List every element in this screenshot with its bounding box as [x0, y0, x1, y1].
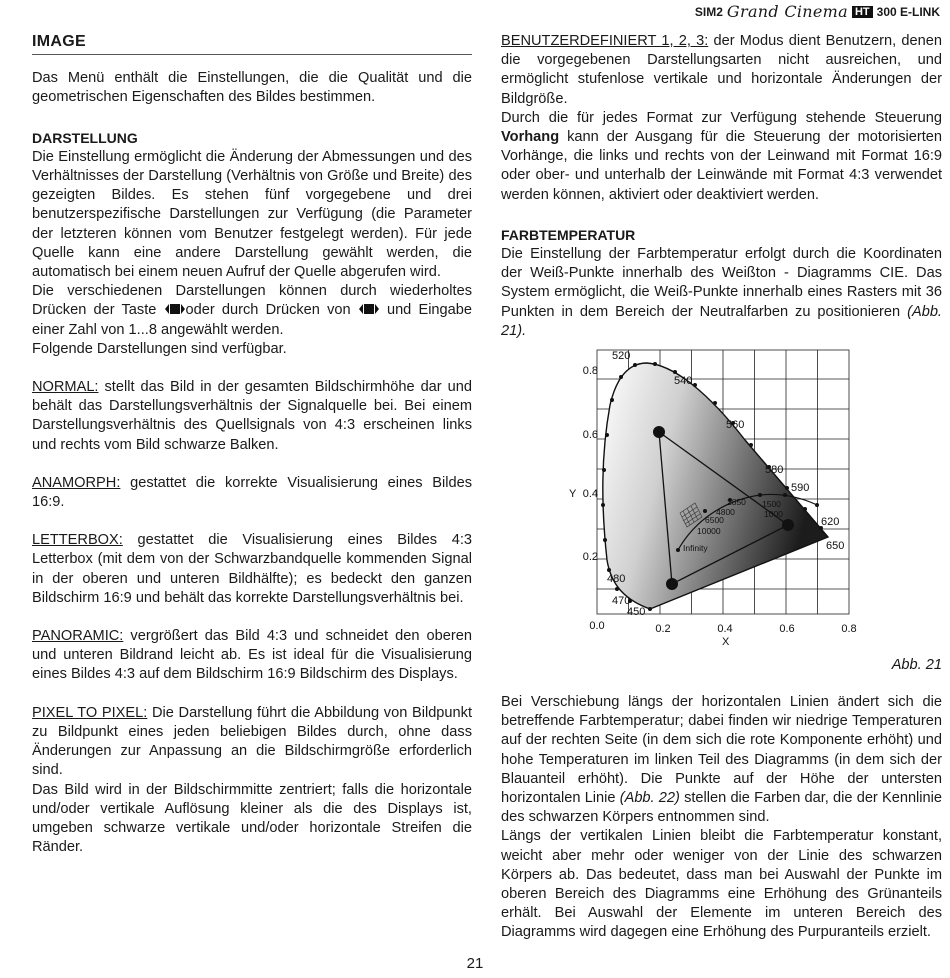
anamorph-paragraph: ANAMORPH: gestattet die korrekte Visualisierung eines Bildes 16:9. — [32, 474, 472, 511]
aspect-key-icon — [165, 303, 185, 315]
darstellung-heading: DARSTELLUNG — [32, 129, 138, 146]
wavelength-label: 520 — [612, 350, 631, 362]
farbtemperatur-heading: FARBTEMPERATUR — [501, 226, 636, 243]
page-number: 21 — [466, 955, 484, 972]
x-tick: 0.0 — [589, 620, 605, 632]
x-tick: 0.2 — [655, 623, 671, 635]
figure-reference-22: (Abb. 22) — [619, 790, 680, 807]
red-primary-dot — [782, 519, 794, 531]
x-tick: 0.8 — [841, 623, 857, 635]
darstellung-paragraph-1: Die Einstellung ermöglicht die Änderung der Abmessungen und des Verhältnisses der Darstellung (Verhältnis von Größe und Breite) des gezeigten Bildes. Es stehen fünf vorgegebene und drei benutzerspezifische Darstellungen zur Verfügung (die Parameter der letzteren können vom Benutzer festgelegt werden). Für jede Quelle kann eine andere Darstellung gewählt werden, die automatisch bei einem neuen Aufruf der Quelle abgerufen wird. — [32, 148, 472, 281]
product-name: Grand Cinema — [726, 2, 848, 21]
panoramic-paragraph: PANORAMIC: vergrößert das Bild 4:3 und schneidet den oberen und unteren Bildrand leicht ab. Es ist ideal für die Visualisierung eines Bildes 4:3 auf dem Bildschirm 16:9 Bildschirm des Displays. — [32, 628, 472, 683]
temp-label: 10000 — [697, 526, 721, 536]
temp-label: 4800 — [716, 507, 735, 517]
temp-label: Infinity — [683, 543, 708, 553]
benutzer-paragraph: BENUTZERDEFINIERT 1, 2, 3: der Modus dient Benutzern, denen die vorgegebenen Darstellungsarten nicht ausreichen, und ermöglicht stufenlose vertikale und horizontale Änderungen der Bildgröße. — [501, 33, 943, 107]
wavelength-label: 590 — [791, 482, 810, 494]
wavelength-label: 650 — [826, 540, 845, 552]
wavelength-label: 480 — [607, 573, 626, 585]
darstellung-paragraph-2: Die verschiedenen Darstellungen können durch wiederholtes Drücken der Taste oder durch Drücken von und Eingabe einer Zahl von 1...8 angewählt werden. — [32, 283, 473, 338]
aspect-key-icon-2 — [359, 303, 379, 315]
wavelength-label: 470 — [612, 595, 631, 607]
wavelength-label: 540 — [674, 375, 693, 387]
x-axis-label: X — [722, 636, 730, 648]
right-column — [501, 32, 942, 341]
farbtemperatur-explanation-1: Bei Verschiebung längs der horizontalen Linien ändert sich die betreffende Farbtemperatur; dabei finden wir niedrige Temperaturen auf der rechten Seite (in dem sich die rote Komponente erhöht) und hohe Temperaturen im linken Teil des Diagramms (in dem sich der Blauanteil erhöht). Die Punkte auf der Höhe der untersten horizontalen Linie (Abb. 22) stellen die Farben dar, die der Kennlinie des schwarzen Körpers entnommen sind. — [501, 694, 943, 826]
y-tick: 0.6 — [582, 429, 598, 441]
intro-paragraph: Das Menü enthält die Einstellungen, die die Qualität und die geometrischen Eigenschaften des Bildes bestimmen. — [32, 70, 472, 106]
pixel-paragraph: PIXEL TO PIXEL: Die Darstellung führt die Abbildung von Bildpunkt zu Bildpunkt eines jeden beliebigen Bildes durch, ohne dass Änderungen zur Anpassung an die Bildschirmgröße erforderlich sind. — [32, 704, 473, 779]
temp-label: 6500 — [705, 515, 724, 525]
brand-name: SIM2 — [694, 4, 723, 19]
x-axis-ticks — [589, 620, 856, 635]
section-title: IMAGE — [32, 33, 86, 50]
left-column — [32, 32, 472, 857]
figure-reference: (Abb. 21). — [501, 303, 942, 339]
right-column-lower — [501, 693, 942, 943]
y-axis-ticks — [583, 365, 598, 563]
y-tick: 0.2 — [582, 551, 598, 563]
ht-badge: HT — [852, 6, 873, 18]
farbtemperatur-paragraph: Die Einstellung der Farbtemperatur erfolgt durch die Koordinaten der Weiß-Punkte innerhalb des Weißton - Diagramms CIE. Das System ermöglicht, die Weiß-Punkte innerhalb eines Rasters mit 36 Punkten in dem Bereich der Neutralfarben zu positionieren (Abb. 21). — [501, 246, 942, 339]
vorhang-paragraph: Durch die für jedes Format zur Verfügung stehende Steuerung Vorhang kann der Ausgang für die Steuerung der motorisierten Vorhänge, die links und rechts von der Leinwand mit Format 16:9 oder ober- und unterhalb der Leinwände mit Format 4:3 verwendet werden können, aktiviert oder deaktiviert werden. — [501, 109, 942, 203]
pixel-label: PIXEL TO PIXEL: — [32, 704, 148, 721]
cie-chromaticity-diagram — [555, 345, 865, 650]
green-primary-dot — [653, 426, 665, 438]
temp-label: 1500 — [762, 499, 781, 509]
darstellung-paragraph-3: Folgende Darstellungen sind verfügbar. — [32, 340, 287, 357]
temp-label: 2850 — [727, 497, 746, 507]
wavelength-label: 580 — [765, 464, 784, 476]
x-tick: 0.4 — [717, 623, 733, 635]
letterbox-paragraph: LETTERBOX: gestattet die Visualisierung eines Bildes 4:3 Letterbox (mit dem von der Schwarzbandquelle kommenden Signal in der oberen und unteren Bildhälfte); es bedeckt den ganzen Bildschirm 16:9 und behält das korrekte Darstellungsverhältnis bei. — [32, 532, 472, 606]
wavelength-label: 450 — [627, 606, 646, 618]
blue-primary-dot — [666, 578, 678, 590]
vorhang-term: Vorhang — [501, 129, 560, 146]
model-name: 300 E-LINK — [876, 4, 940, 19]
figure-caption: Abb. 21 — [891, 657, 942, 673]
y-tick: 0.8 — [582, 365, 598, 377]
letterbox-label: LETTERBOX: — [32, 532, 123, 549]
y-tick: 0.4 — [582, 488, 598, 500]
x-tick: 0.6 — [779, 623, 795, 635]
normal-label: NORMAL: — [32, 379, 99, 396]
temp-label: 1000 — [764, 509, 783, 519]
pixel-paragraph-2: Das Bild wird in der Bildschirmmitte zentriert; falls die horizontale und/oder vertikale Auflösung kleiner als die des Displays ist, umgeben schwarze vertikale und/oder horizontale Streifen die Ränder. — [32, 781, 472, 856]
benutzer-label: BENUTZERDEFINIERT 1, 2, 3: — [501, 33, 709, 49]
section-divider — [32, 54, 472, 55]
farbtemperatur-explanation-2: Längs der vertikalen Linien bleibt die Farbtemperatur konstant, weicht aber mehr oder weniger von der Linie des schwarzen Körpers ab. Das bedeutet, dass man bei Auswahl der Punkte im oberen Bereich des Diagramms eine Erhöhung des Grünanteils erhält. Bei Auswahl der Elemente im unteren Bereich des Diagramms wird dagegen eine Erhöhung des Purpuranteils erzielt. — [501, 828, 942, 941]
panoramic-label: PANORAMIC: — [32, 628, 124, 645]
y-axis-label: Y — [569, 488, 577, 500]
page-header — [695, 2, 940, 21]
wavelength-label: 620 — [821, 516, 840, 528]
anamorph-label: ANAMORPH: — [32, 474, 121, 491]
wavelength-label: 560 — [726, 419, 745, 431]
normal-paragraph: NORMAL: stellt das Bild in der gesamten Bildschirmhöhe dar und behält das Darstellungsverhältnis der Signalquelle bei. Bei einem Darstellungsverhältnis des Quellsignals von 4:3 erscheinen links und rechts vom Bild schwarze Balken. — [32, 379, 472, 453]
